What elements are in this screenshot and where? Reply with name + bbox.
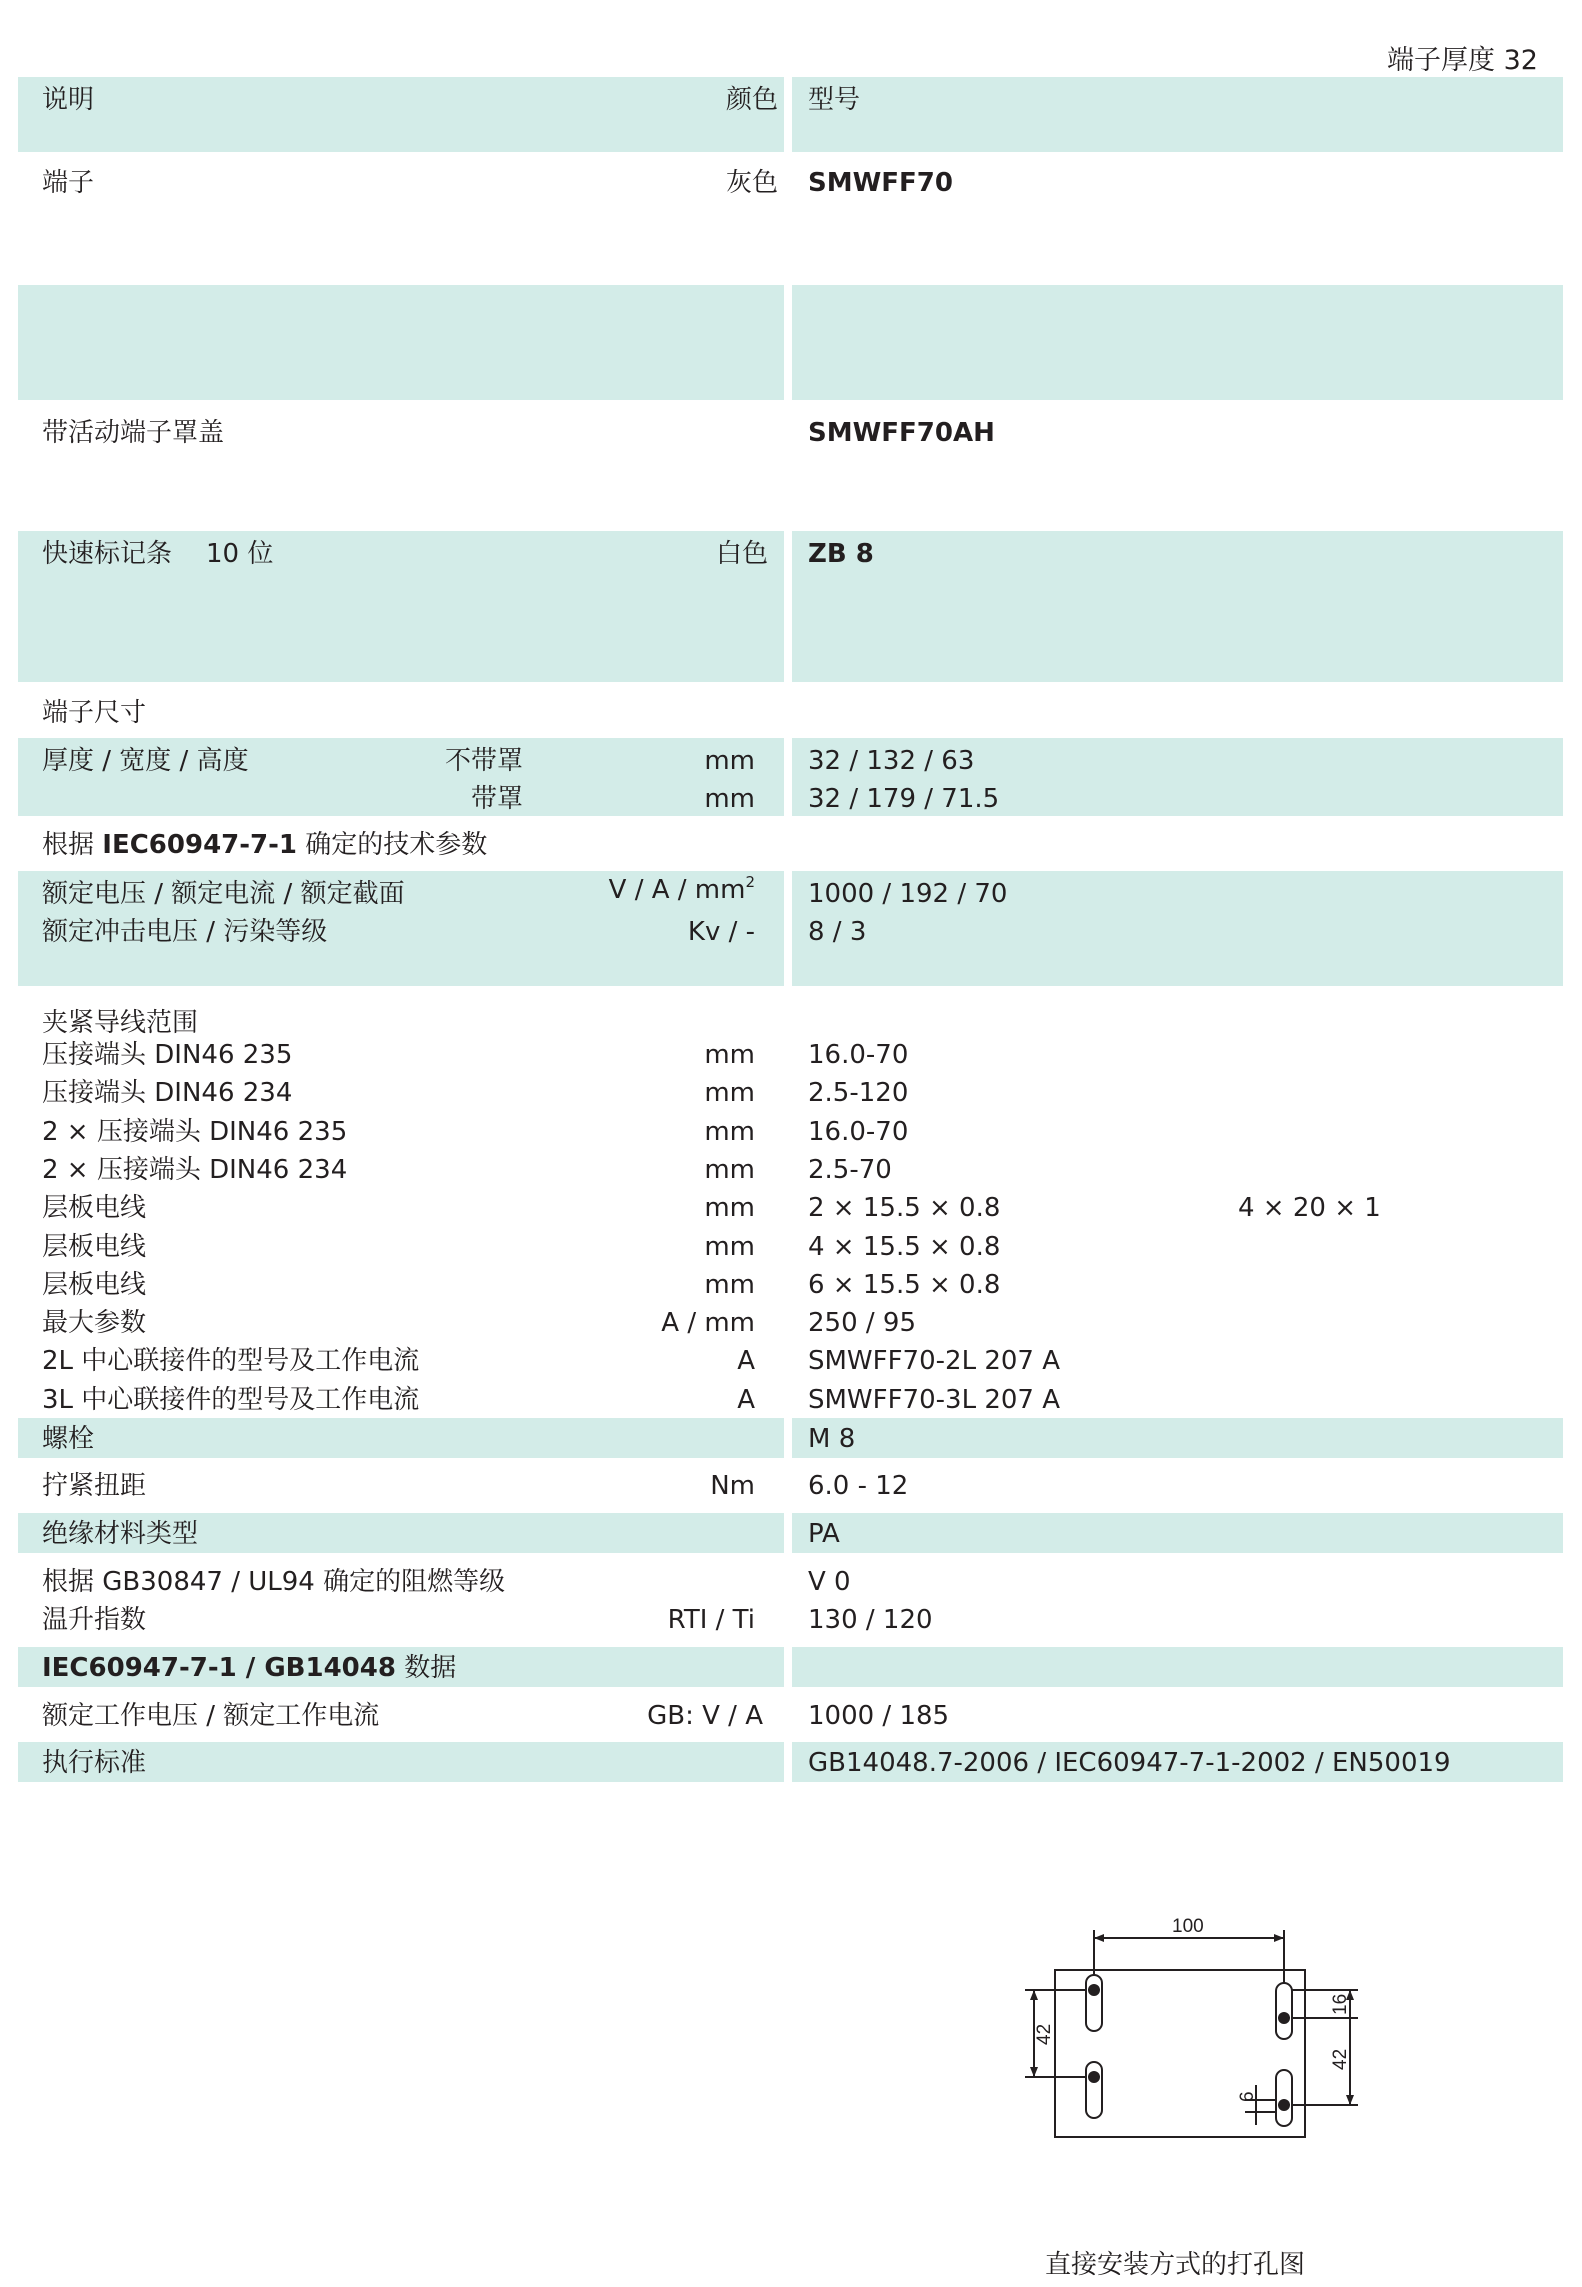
clamping-item-value: 2.5-120 bbox=[808, 1078, 909, 1109]
page-label: 端子厚度 32 bbox=[1387, 45, 1538, 76]
dimensions-unit: mm bbox=[704, 746, 755, 776]
left-upper-hole bbox=[1088, 1984, 1100, 1996]
marker-color: 白色 bbox=[715, 539, 768, 569]
left-lower-slot bbox=[1086, 2062, 1102, 2118]
dimensions-without-cover: 不带罩 bbox=[444, 746, 523, 776]
standard-label: 执行标准 bbox=[42, 1748, 147, 1778]
marker-row bbox=[18, 531, 1563, 682]
temperature-value: 130 / 120 bbox=[808, 1605, 933, 1635]
terminal-row bbox=[18, 152, 1563, 285]
operating-label: 额定工作电压 / 额定工作电流 bbox=[42, 1701, 380, 1731]
drawing-caption: 直接安装方式的打孔图 bbox=[1045, 2250, 1306, 2280]
clamping-item-unit: mm bbox=[704, 1231, 755, 1262]
clamping-item-label: 3L 中心联接件的型号及工作电流 bbox=[42, 1384, 420, 1415]
right-lower-hole bbox=[1278, 2099, 1290, 2111]
clamping-item-unit: A bbox=[737, 1384, 755, 1415]
col-color-header: 颜色 bbox=[725, 85, 778, 115]
dimensions-label: 厚度 / 宽度 / 高度 bbox=[42, 746, 249, 776]
clamping-item-unit: mm bbox=[704, 1040, 755, 1070]
right-upper-slot bbox=[1276, 1983, 1292, 2039]
operating-value: 1000 / 185 bbox=[808, 1701, 950, 1731]
clamping-item-unit: A / mm bbox=[661, 1308, 755, 1339]
right-lower-slot bbox=[1276, 2070, 1292, 2126]
marker-count: 10 位 bbox=[206, 539, 274, 569]
gb-heading-row bbox=[18, 1647, 1563, 1687]
clamping-item-extra: 4 × 20 × 1 bbox=[1238, 1193, 1381, 1224]
dim-right-label: 42 bbox=[1330, 2048, 1351, 2070]
clamping-block bbox=[18, 986, 1563, 1418]
clamping-item-unit: mm bbox=[704, 1154, 755, 1185]
dimensions-row bbox=[18, 738, 1563, 816]
drilling-diagram bbox=[1020, 1910, 1380, 2160]
clamping-item-unit: mm bbox=[704, 1269, 755, 1300]
dimensions-heading: 端子尺寸 bbox=[42, 698, 147, 728]
iec-heading-row bbox=[18, 816, 1563, 871]
insulation-value: PA bbox=[808, 1519, 840, 1549]
clamping-item-value: SMWFF70-2L 207 A bbox=[808, 1346, 1060, 1377]
torque-value: 6.0 - 12 bbox=[808, 1471, 909, 1501]
gb-heading: IEC60947-7-1 / GB14048 数据 bbox=[42, 1653, 457, 1683]
impulse-label: 额定冲击电压 / 污染等级 bbox=[42, 917, 328, 947]
table-header-row bbox=[18, 77, 1563, 152]
col-model-header: 型号 bbox=[808, 85, 861, 115]
marker-model: ZB 8 bbox=[808, 539, 874, 569]
cover-desc: 带活动端子罩盖 bbox=[42, 418, 225, 448]
bolt-row bbox=[18, 1418, 1563, 1458]
torque-row bbox=[18, 1458, 1563, 1513]
clamping-item-value: 16.0-70 bbox=[808, 1040, 909, 1070]
dimensions-value-with: 32 / 179 / 71.5 bbox=[808, 784, 1000, 814]
cover-model: SMWFF70AH bbox=[808, 418, 995, 448]
clamping-item-unit: mm bbox=[704, 1078, 755, 1109]
torque-unit: Nm bbox=[710, 1471, 755, 1501]
clamping-item-label: 2 × 压接端头 DIN46 234 bbox=[42, 1154, 348, 1185]
rated-unit: V / A / $mm^2$ bbox=[608, 873, 755, 905]
clamping-item-value: 250 / 95 bbox=[808, 1308, 916, 1339]
temperature-label: 温升指数 bbox=[42, 1605, 147, 1635]
standard-value: GB14048.7-2006 / IEC60947-7-1-2002 / EN50019 bbox=[808, 1748, 1451, 1778]
clamping-item-label: 层板电线 bbox=[42, 1231, 147, 1262]
rated-label: 额定电压 / 额定电流 / 额定截面 bbox=[42, 879, 405, 909]
col-desc-header: 说明 bbox=[42, 85, 95, 115]
cover-row bbox=[18, 400, 1563, 531]
blank-shaded-row bbox=[18, 285, 1563, 400]
dim-right-small-label: 16 bbox=[1330, 1993, 1351, 2015]
iec-heading: 根据 IEC60947-7-1 确定的技术参数 bbox=[42, 830, 488, 860]
clamping-item-label: 最大参数 bbox=[42, 1308, 147, 1339]
dim-slot-label: 6 bbox=[1237, 2091, 1258, 2102]
operating-row bbox=[18, 1687, 1563, 1742]
clamping-item-value: SMWFF70-3L 207 A bbox=[808, 1384, 1060, 1415]
left-upper-slot bbox=[1086, 1975, 1102, 2031]
impulse-value: 8 / 3 bbox=[808, 917, 867, 947]
clamping-item-label: 压接端头 DIN46 234 bbox=[42, 1078, 293, 1109]
terminal-color: 灰色 bbox=[725, 168, 778, 198]
clamping-item-unit: mm bbox=[704, 1193, 755, 1224]
right-upper-hole bbox=[1278, 2012, 1290, 2024]
clamping-item-label: 2L 中心联接件的型号及工作电流 bbox=[42, 1346, 420, 1377]
clamping-item-unit: A bbox=[737, 1346, 755, 1377]
clamping-item-label: 2 × 压接端头 DIN46 235 bbox=[42, 1116, 348, 1147]
dimensions-unit: mm bbox=[704, 784, 755, 814]
insulation-label: 绝缘材料类型 bbox=[42, 1519, 199, 1549]
clamping-item-value: 2.5-70 bbox=[808, 1154, 892, 1185]
flame-label: 根据 GB30847 / UL94 确定的阻燃等级 bbox=[42, 1567, 506, 1597]
marker-desc: 快速标记条 bbox=[42, 539, 173, 569]
temperature-unit: RTI / Ti bbox=[667, 1605, 755, 1635]
dim-top-label: 100 bbox=[1172, 1916, 1204, 1937]
clamping-heading: 夹紧导线范围 bbox=[42, 1008, 199, 1038]
flame-value: V 0 bbox=[808, 1567, 851, 1597]
clamping-item-label: 层板电线 bbox=[42, 1193, 147, 1224]
dimensions-with-cover: 带罩 bbox=[470, 784, 523, 814]
torque-label: 拧紧扭距 bbox=[42, 1471, 147, 1501]
bolt-label: 螺栓 bbox=[42, 1424, 95, 1454]
clamping-item-value: 6 × 15.5 × 0.8 bbox=[808, 1269, 1001, 1300]
rated-value: 1000 / 192 / 70 bbox=[808, 879, 1008, 909]
left-lower-hole bbox=[1088, 2071, 1100, 2083]
bolt-value: M 8 bbox=[808, 1424, 856, 1454]
dimensions-heading-row bbox=[18, 682, 1563, 738]
clamping-item-value: 4 × 15.5 × 0.8 bbox=[808, 1231, 1001, 1262]
operating-unit: GB: V / A bbox=[647, 1701, 763, 1731]
flame-temp-row bbox=[18, 1553, 1563, 1647]
clamping-item-label: 压接端头 DIN46 235 bbox=[42, 1040, 293, 1070]
clamping-item-label: 层板电线 bbox=[42, 1269, 147, 1300]
clamping-item-value: 16.0-70 bbox=[808, 1116, 909, 1147]
clamping-item-value: 2 × 15.5 × 0.8 bbox=[808, 1193, 1001, 1224]
insulation-row bbox=[18, 1513, 1563, 1553]
terminal-desc: 端子 bbox=[42, 168, 95, 198]
terminal-model: SMWFF70 bbox=[808, 168, 953, 198]
standard-row bbox=[18, 1742, 1563, 1782]
dimensions-value-without: 32 / 132 / 63 bbox=[808, 746, 975, 776]
clamping-item-unit: mm bbox=[704, 1116, 755, 1147]
dim-left-label: 42 bbox=[1034, 2023, 1055, 2045]
impulse-unit: Kv / - bbox=[687, 917, 755, 947]
iec-params-row bbox=[18, 871, 1563, 986]
